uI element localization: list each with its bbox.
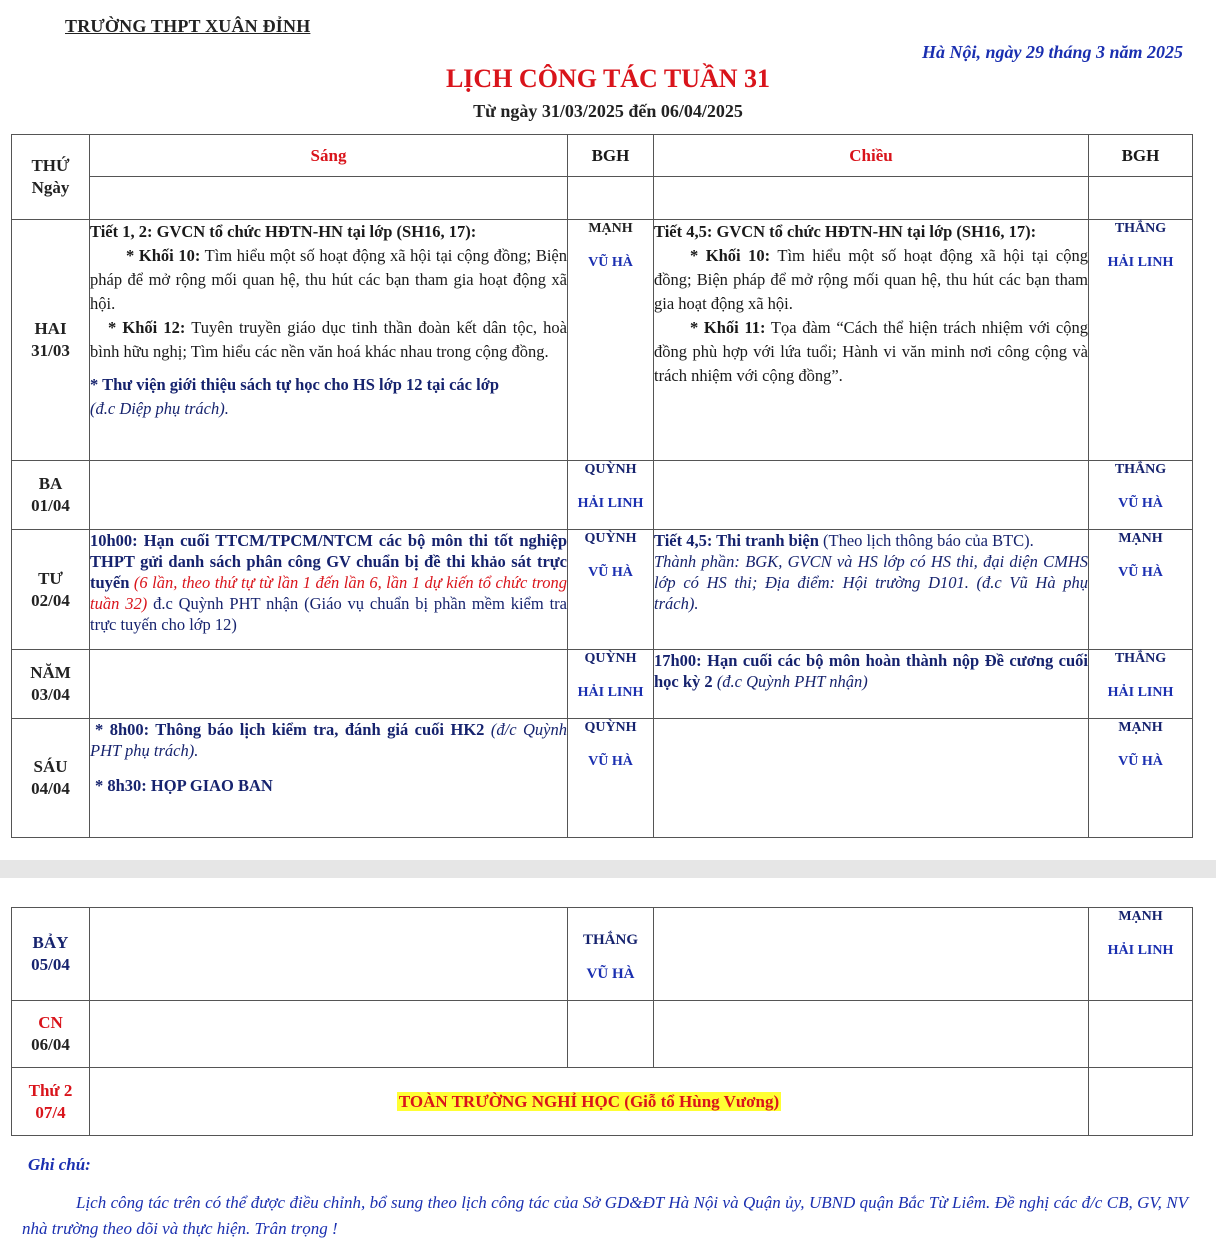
notes-text: Lịch công tác trên có thể được điều chỉnh, bổ sung theo lịch công tác của Sở GD&ĐT Hà Nội và Quận ủy, UBND quận Bắc Từ Liêm. Đề nghị các đ/c CB, GV, NV nhà trường theo dõi và thực hiện. Trân trọng ! (22, 1193, 1188, 1238)
bgh-name: THẮNG (1114, 462, 1167, 477)
afternoon-cell (654, 461, 1089, 530)
bgh-morning-cell (568, 461, 654, 530)
morning-deadline (90, 530, 567, 635)
empty-cell (568, 177, 654, 220)
bgh-name: QUỲNH (584, 720, 637, 735)
table-header-row (12, 135, 1193, 177)
place-date: Hà Nội, ngày 29 tháng 3 năm 2025 (921, 42, 1183, 62)
day-date: 05/04 (31, 955, 70, 974)
bgh-name: MẠNH (1118, 531, 1163, 546)
bgh-name: MẠNH (1118, 720, 1163, 735)
day-cell (12, 220, 90, 461)
bgh-name: MẠNH (1118, 909, 1163, 924)
page-title: LỊCH CÔNG TÁC TUẦN 31 (445, 64, 771, 93)
bgh-name: HẢI LINH (577, 496, 644, 511)
text: Tìm hiểu một số hoạt động xã hội tại cộng đồng; Biện pháp để mở rộng mối quan hệ, thu hút các bạn tham gia hoạt động xã hội. (90, 246, 568, 313)
morning-cell (90, 530, 568, 650)
bgh-afternoon-cell (1089, 908, 1193, 1001)
bgh-afternoon-cell (1089, 461, 1193, 530)
afternoon-cell (654, 908, 1089, 1001)
text-bold: 17h00: Hạn cuối các bộ môn hoàn thành nộp Đề cương cuối học kỳ 2 (654, 651, 1088, 691)
label: * Khối 11: (690, 318, 766, 337)
bgh-name: THẮNG (1114, 221, 1167, 236)
bgh-afternoon-cell (1089, 719, 1193, 838)
day-date: 03/04 (31, 685, 70, 704)
text-italic: (đ.c Quỳnh PHT nhận) (712, 672, 868, 691)
school-name: TRƯỜNG THPT XUÂN ĐỈNH (65, 16, 311, 36)
bgh-name: THẮNG (1114, 651, 1167, 666)
bgh-afternoon-cell (1089, 1068, 1193, 1136)
day-cell (12, 530, 90, 650)
bgh-name: VŨ HÀ (586, 966, 635, 982)
header-day-line1: THỨ (31, 156, 70, 175)
text: Tìm hiểu một số hoạt động xã hội tại cộng đồng; Biện pháp để mở rộng mối quan hệ, thu hút các bạn tham gia hoạt động xã hội. (654, 246, 1089, 313)
day-name: SÁU (33, 757, 68, 776)
holiday-cell (90, 1068, 1089, 1136)
day-date: 06/04 (31, 1035, 70, 1054)
afternoon-debate (654, 530, 1088, 551)
bgh-name: HẢI LINH (1107, 255, 1174, 270)
day-name: Thứ 2 (28, 1080, 73, 1100)
text: Tọa đàm “Cách thể hiện trách nhiệm với cộng đồng phù hợp với lứa tuổi; Hành vi văn minh nơi công cộng và trách nhiệm với cộng đồng”. (654, 318, 1088, 385)
bgh-name: MẠNH (588, 221, 633, 236)
afternoon-debate-detail: Thành phần: BGK, GVCN và HS lớp có HS thi, đại diện CMHS lớp có HS thi; Địa điểm: Hội trường D101. (đ.c Vũ Hà phụ trách). (654, 552, 1088, 613)
bgh-morning-cell (568, 719, 654, 838)
bgh-name: HẢI LINH (1107, 943, 1174, 958)
morning-library: * Thư viện giới thiệu sách tự học cho HS lớp 12 tại các lớp (90, 375, 500, 394)
morning-cell (90, 650, 568, 719)
table-subheader-row (12, 177, 1193, 220)
day-name: NĂM (30, 663, 71, 682)
day-cell (12, 650, 90, 719)
empty-cell (654, 177, 1089, 220)
table-row-sunday (12, 1001, 1193, 1068)
table-row-monday (12, 220, 1193, 461)
bgh-name: VŨ HÀ (588, 565, 633, 580)
afternoon-cell (654, 220, 1089, 461)
afternoon-deadline (654, 650, 1088, 692)
table-row-holiday (12, 1068, 1193, 1136)
bgh-morning-cell (568, 650, 654, 719)
bgh-name: HẢI LINH (1107, 685, 1174, 700)
bgh-name: VŨ HÀ (588, 754, 633, 769)
table-row-friday (12, 719, 1193, 838)
day-date: 01/04 (31, 496, 70, 515)
day-cell (12, 461, 90, 530)
morning-cell (90, 719, 568, 838)
table-row-wednesday (12, 530, 1193, 650)
text-bold: Tiết 4,5: Thi tranh biện (654, 531, 819, 550)
header-bgh-morning: BGH (568, 135, 654, 177)
bgh-name: VŨ HÀ (1118, 496, 1163, 511)
day-name: HAI (34, 319, 67, 338)
text-bold: 10h00: Hạn cuối TTCM/TPCM/NTCM các bộ môn thi tốt nghiệp THPT gửi danh sách phân công GV chuẩn bị đề thi khảo sát trực tuyến (90, 531, 567, 592)
day-date: 07/4 (35, 1102, 66, 1122)
morning-library-note: (đ.c Diệp phụ trách). (90, 399, 229, 418)
morning-lead: Tiết 1, 2: GVCN tổ chức HĐTN-HN tại lớp (SH16, 17): (90, 222, 477, 241)
text-italic: (đ/c Quỳnh PHT phụ trách). (90, 720, 567, 760)
bgh-name: QUỲNH (584, 462, 637, 477)
text-red: (6 lần, theo thứ tự từ lần 1 đến lần 6, lần 1 dự kiến tổ chức trong tuần 32) (90, 573, 567, 613)
day-date: 04/04 (31, 779, 70, 798)
header-day-cell (12, 135, 90, 220)
day-cell (12, 719, 90, 838)
morning-cell (90, 908, 568, 1001)
bgh-name: VŨ HÀ (1118, 565, 1163, 580)
label: * Khối 10: (690, 246, 771, 265)
morning-khoi10 (90, 244, 567, 316)
bgh-morning-cell (568, 908, 654, 1001)
holiday-notice: TOÀN TRƯỜNG NGHỈ HỌC (Giỗ tổ Hùng Vương) (398, 1091, 780, 1111)
text-paren: (Theo lịch thông báo của BTC). (818, 531, 1034, 550)
label: * Khối 12: (108, 318, 186, 337)
notes-title: Ghi chú: (28, 1155, 91, 1174)
table-row-tuesday (12, 461, 1193, 530)
schedule-table (11, 134, 1193, 838)
bgh-name: VŨ HÀ (588, 255, 633, 270)
bgh-morning-cell (568, 220, 654, 461)
day-cell (12, 1001, 90, 1068)
afternoon-khoi11 (654, 316, 1088, 388)
table-row-thursday (12, 650, 1193, 719)
morning-cell (90, 220, 568, 461)
afternoon-cell (654, 1001, 1089, 1068)
header-bgh-afternoon: BGH (1089, 135, 1193, 177)
text-tail: đ.c Quỳnh PHT nhận (Giáo vụ chuẩn bị phần mềm kiểm tra trực tuyến cho lớp 12) (90, 594, 567, 634)
bgh-name: HẢI LINH (577, 685, 644, 700)
bgh-name: QUỲNH (584, 531, 637, 546)
afternoon-lead: Tiết 4,5: GVCN tổ chức HĐTN-HN tại lớp (SH16, 17): (654, 222, 1037, 241)
bgh-morning-cell (568, 530, 654, 650)
schedule-table-continued (11, 907, 1193, 1136)
table-row-saturday (12, 908, 1193, 1001)
morning-exam-notice (90, 719, 567, 761)
empty-cell (1089, 177, 1193, 220)
bgh-afternoon-cell (1089, 530, 1193, 650)
bgh-afternoon-cell (1089, 1001, 1193, 1068)
day-name: BẢY (32, 933, 69, 952)
day-name: BA (38, 474, 63, 493)
bgh-afternoon-cell (1089, 220, 1193, 461)
page-break (0, 860, 1216, 878)
day-cell (12, 908, 90, 1001)
header-morning: Sáng (90, 135, 568, 177)
day-cell (12, 1068, 90, 1136)
empty-cell (90, 177, 568, 220)
afternoon-cell (654, 719, 1089, 838)
bgh-afternoon-cell (1089, 650, 1193, 719)
header-day-line2: Ngày (31, 178, 70, 197)
bgh-name: QUỲNH (584, 651, 637, 666)
text-bold: * 8h00: Thông báo lịch kiểm tra, đánh giá cuối HK2 (95, 720, 485, 739)
morning-cell (90, 1001, 568, 1068)
bgh-name: VŨ HÀ (1118, 754, 1163, 769)
text: Tuyên truyền giáo dục tinh thần đoàn kết dân tộc, hoà bình hữu nghị; Tìm hiểu các nền văn hoá khác nhau trong cộng đồng. (90, 318, 567, 361)
morning-meeting: * 8h30: HỌP GIAO BAN (95, 776, 273, 795)
afternoon-cell (654, 530, 1089, 650)
day-date: 31/03 (31, 341, 70, 360)
bgh-name: THẮNG (582, 932, 638, 948)
day-name: TƯ (38, 568, 63, 588)
morning-cell (90, 461, 568, 530)
afternoon-khoi10 (654, 244, 1088, 316)
date-range: Từ ngày 31/03/2025 đến 06/04/2025 (473, 101, 743, 121)
day-date: 02/04 (31, 590, 70, 610)
header-afternoon: Chiều (654, 135, 1089, 177)
afternoon-cell (654, 650, 1089, 719)
morning-khoi12 (90, 316, 567, 364)
day-name: CN (38, 1013, 63, 1032)
bgh-morning-cell (568, 1001, 654, 1068)
label: * Khối 10: (126, 246, 201, 265)
